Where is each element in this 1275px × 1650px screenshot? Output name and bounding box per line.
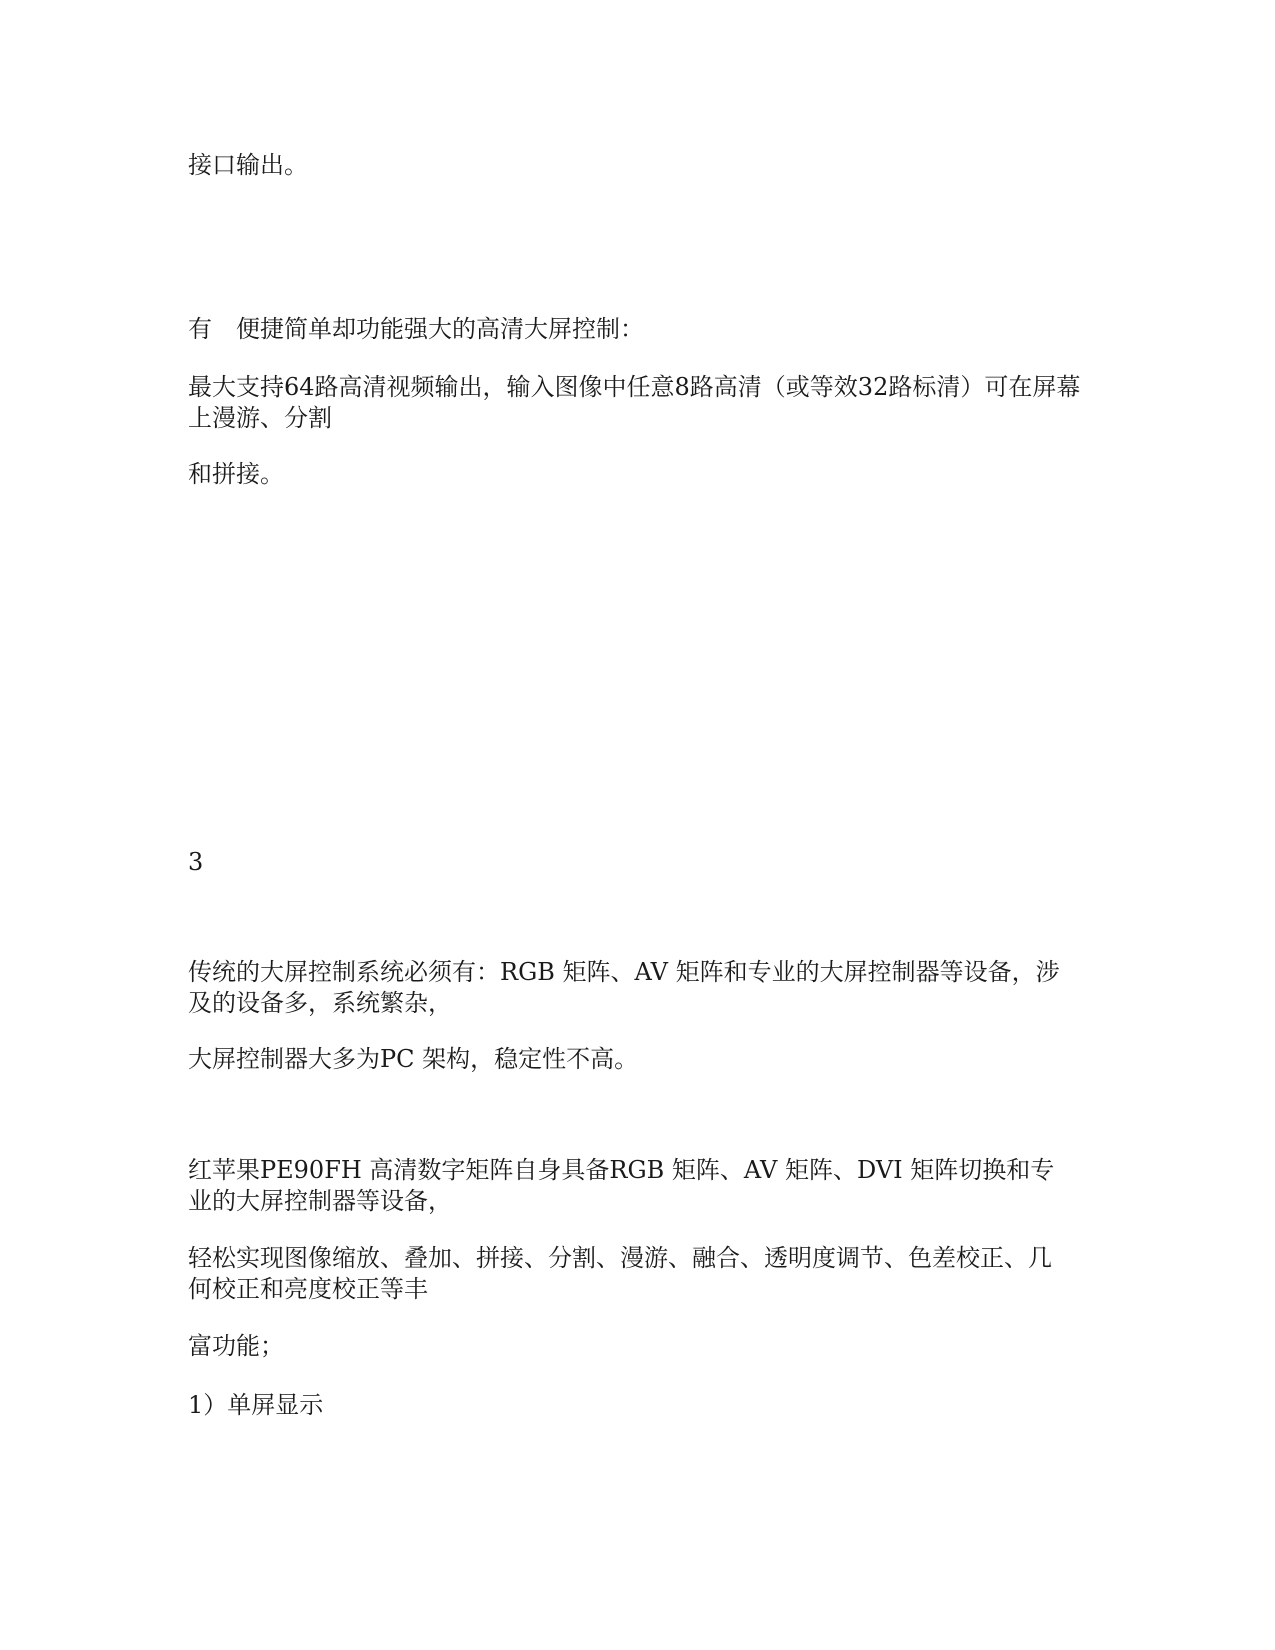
text-line: 业的大屏控制器等设备， <box>188 1187 452 1215</box>
paragraph-pc-architecture <box>188 1044 1108 1075</box>
text-line: 大屏控制器大多为PC 架构，稳定性不高。 <box>188 1045 639 1073</box>
text-line: 红苹果PE90FH 高清数字矩阵自身具备RGB 矩阵、AV 矩阵、DVI 矩阵切换和专 <box>188 1156 1055 1184</box>
text-line: 接口输出。 <box>188 151 308 179</box>
text-line: 最大支持64路高清视频输出，输入图像中任意8路高清（或等效32路标清）可在屏幕 <box>188 373 1081 401</box>
paragraph-hd-control-heading <box>188 314 1108 345</box>
text-line: 及的设备多，系统繁杂， <box>188 989 452 1017</box>
paragraph-max-support <box>188 372 1108 434</box>
text-line: 轻松实现图像缩放、叠加、拼接、分割、漫游、融合、透明度调节、色差校正、几 <box>188 1244 1052 1272</box>
text-line: 有 便捷简单却功能强大的高清大屏控制： <box>188 315 644 343</box>
text-line: 和拼接。 <box>188 460 284 488</box>
text-line: 3 <box>188 848 204 876</box>
text-line: 上漫游、分割 <box>188 404 332 432</box>
text-line: 1）单屏显示 <box>188 1391 324 1419</box>
text-line: 何校正和亮度校正等丰 <box>188 1275 428 1303</box>
paragraph-and-splice <box>188 459 1108 490</box>
text-line: 富功能； <box>188 1332 284 1360</box>
text-line: 传统的大屏控制系统必须有：RGB 矩阵、AV 矩阵和专业的大屏控制器等设备，涉 <box>188 958 1060 986</box>
paragraph-traditional-system <box>188 957 1108 1019</box>
paragraph-interface-output <box>188 150 1108 181</box>
list-item-single-screen <box>188 1390 1108 1421</box>
paragraph-features <box>188 1243 1108 1305</box>
paragraph-pe90fh-matrix <box>188 1155 1108 1217</box>
paragraph-rich-functions <box>188 1331 1108 1362</box>
page-number <box>188 847 1108 878</box>
